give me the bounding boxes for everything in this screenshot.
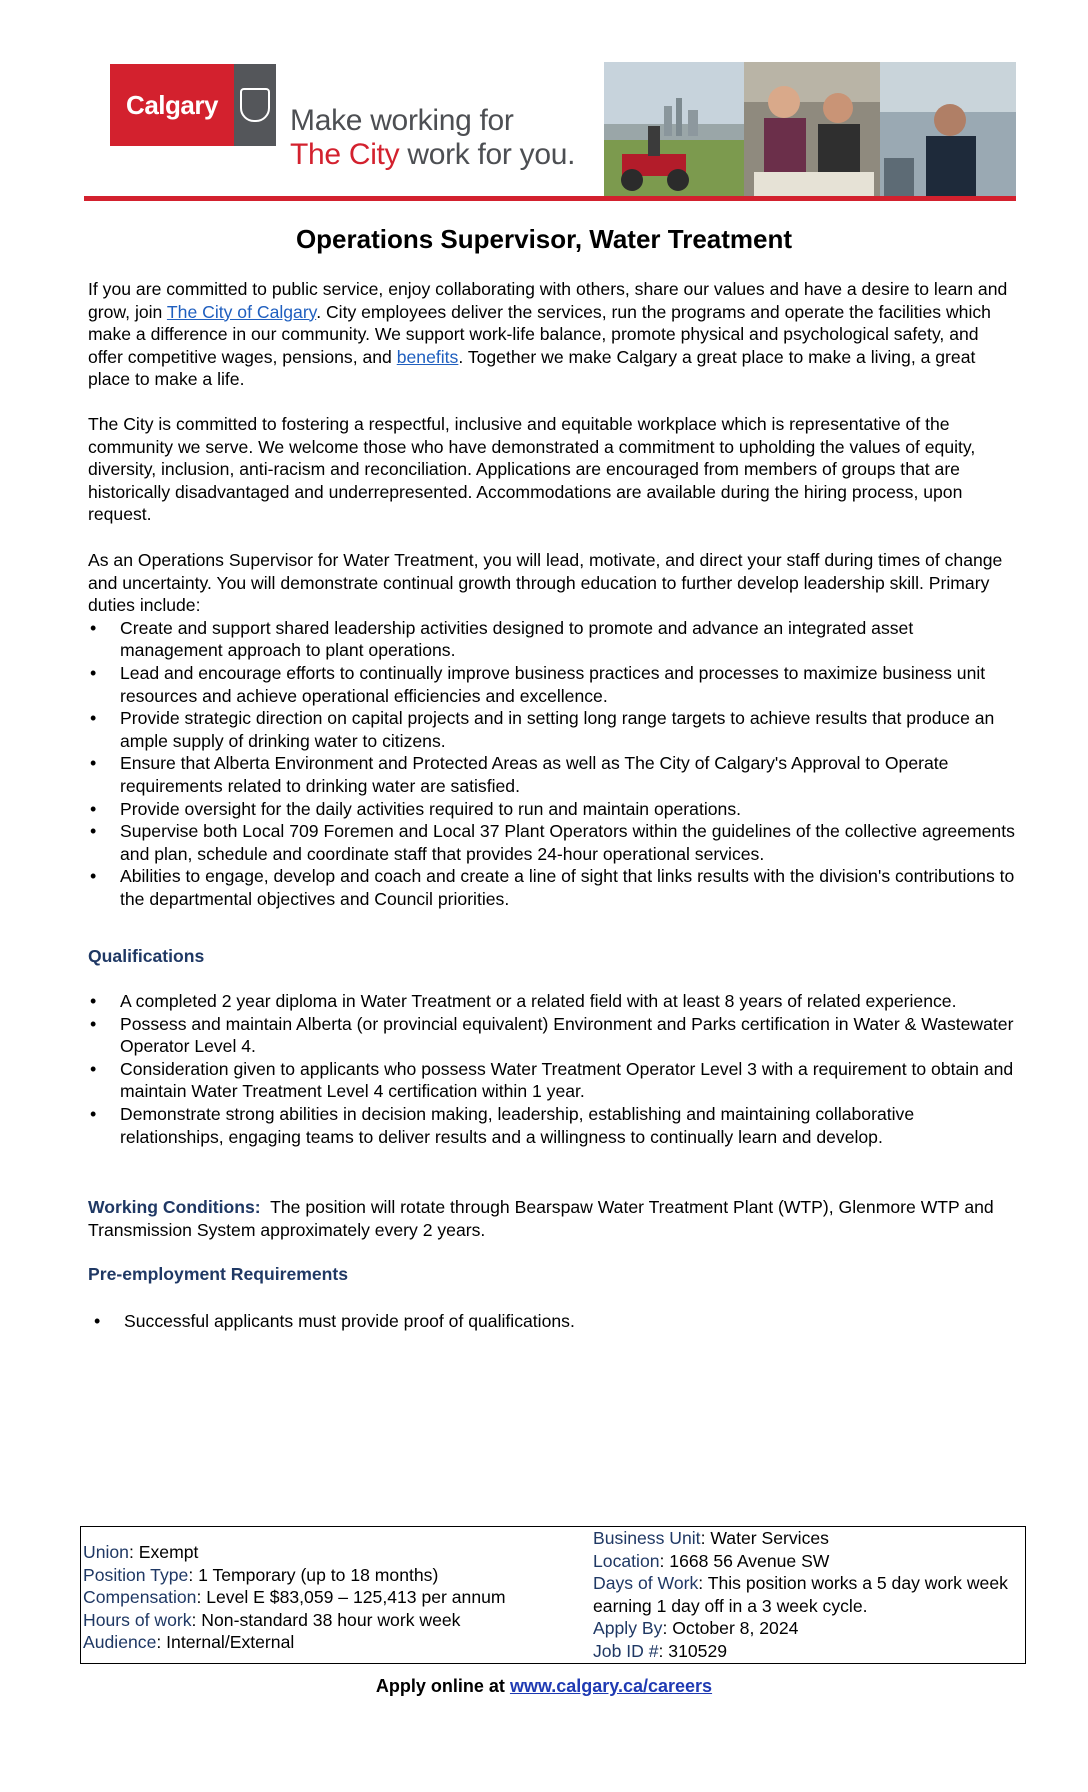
apply-by-row [593, 1617, 1013, 1640]
pre-employment-section [92, 1310, 1022, 1333]
qualifications-section [88, 990, 1018, 1148]
list-item: • Provide strategic direction on capital projects and in setting long range targets to achieve results that produce an ample supply of drinking water to citizens. [88, 707, 1018, 752]
hours-value: : Non-standard 38 hour work week [191, 1609, 461, 1630]
careers-link[interactable]: www.calgary.ca/careers [509, 1676, 713, 1696]
days-of-work-value: : This position works a 5 day work week earning 1 day off in a 3 week cycle. [593, 1573, 1008, 1616]
city-crest-icon [234, 64, 276, 146]
list-item: • Demonstrate strong abilities in decision making, leadership, establishing and maintaining collaborative relationships, engaging teams to deliver results and a willingness to continually learn and develop. [88, 1103, 1018, 1148]
list-item: • Supervise both Local 709 Foremen and Local 37 Plant Operators within the guidelines of the collective agreements and plan, schedule and coordinate staff that provides 24-hour operational services. [88, 820, 1018, 865]
role-intro-text: As an Operations Supervisor for Water Treatment, you will lead, motivate, and direct your staff during times of change and uncertainty. You will demonstrate continual growth through education to further develop leadership skill. Primary duties include: [88, 550, 1003, 616]
job-id-value: : 310529 [658, 1640, 728, 1661]
union-label: Union [83, 1542, 129, 1562]
audience-value: : Internal/External [156, 1632, 295, 1653]
pre-employment-heading: Pre-employment Requirements [88, 1264, 349, 1284]
inclusion-paragraph [88, 413, 1018, 526]
working-conditions-heading: Working Conditions: [88, 1197, 261, 1217]
tagline-rest: work for you. [399, 138, 576, 171]
list-item: • Successful applicants must provide proof of qualifications. [92, 1310, 1022, 1333]
list-item: • Provide oversight for the daily activities required to run and maintain operations. [88, 798, 1018, 821]
list-item: • Possess and maintain Alberta (or provincial equivalent) Environment and Parks certification in Water & Wastewater Operator Level 4. [88, 1013, 1018, 1058]
working-conditions-section [88, 1196, 1018, 1241]
position-type-value: : 1 Temporary (up to 18 months) [188, 1564, 439, 1585]
logo-text: Calgary [126, 89, 218, 120]
calgary-logo [110, 64, 234, 146]
days-of-work-row [593, 1572, 1013, 1617]
intro-text-3: . Together we make Calgary a great place to make a living, a great place to make a life. [88, 346, 976, 390]
inclusion-text: The City is committed to fostering a respectful, inclusive and equitable workplace which is representative of the community we serve. We welcome those who have demonstrated a commitment to upholding the values of equity, diversity, inclusion, anti-racism and reconciliation. Applications are encouraged from members of groups that are historically disadvantaged and underrepresented. Accommodations are available during the hiring process, upon request. [88, 414, 976, 525]
days-of-work-label: Days of Work [593, 1573, 699, 1594]
business-unit-row [593, 1527, 1013, 1550]
list-item: • Ensure that Alberta Environment and Protected Areas as well as The City of Calgary's Approval to Operate requirements related to drinking water are satisfied. [88, 752, 1018, 797]
header-banner [84, 62, 1016, 202]
banner-photo-collage [604, 62, 1016, 196]
apply-by-label: Apply By [593, 1618, 663, 1639]
intro-text-2: . City employees deliver the services, run the programs and operate the facilities which make a difference in our community. We support work-life balance, promote physical and psychological safety, and offer competitive wages, pensions, and [88, 301, 991, 367]
position-type-row [83, 1564, 506, 1587]
list-item: • Abilities to engage, develop and coach and create a line of sight that links results with the division's contributions to the departmental objectives and Council priorities. [88, 865, 1018, 910]
duties-list [88, 617, 1018, 911]
tagline-red: The City [290, 138, 400, 171]
compensation-value: : Level E $83,059 – 125,413 per annum [196, 1587, 506, 1608]
intro-text-1: If you are committed to public service, enjoy collaborating with others, share our values and have a desire to learn and grow, join [88, 279, 1008, 322]
union-value: : Exempt [128, 1542, 199, 1562]
duties-section [88, 549, 1018, 911]
apply-online-line [0, 1676, 1088, 1697]
hours-label: Hours of work [83, 1609, 192, 1630]
business-unit-value: : Water Services [700, 1528, 829, 1548]
list-item: • Consideration given to applicants who possess Water Treatment Operator Level 3 with a requirement to obtain and maintain Water Treatment Level 4 certification within 1 year. [88, 1058, 1018, 1103]
compensation-label: Compensation [83, 1587, 197, 1608]
job-title: Operations Supervisor, Water Treatment [295, 224, 793, 254]
banner-rule [84, 196, 1016, 201]
location-value: : 1668 56 Avenue SW [659, 1550, 830, 1571]
tagline-line1: Make working for [290, 104, 514, 137]
info-right-column [593, 1527, 1013, 1663]
tagline-line2 [290, 138, 575, 172]
info-left-column [83, 1541, 506, 1654]
benefits-link[interactable]: benefits [396, 346, 459, 367]
hours-row [83, 1609, 506, 1632]
list-item: • Create and support shared leadership activities designed to promote and advance an integrated asset management approach to plant operations. [88, 617, 1018, 662]
business-unit-label: Business Unit [593, 1528, 701, 1548]
apply-by-value: : October 8, 2024 [662, 1618, 799, 1639]
city-of-calgary-link[interactable]: The City of Calgary [166, 301, 317, 322]
job-id-label: Job ID # [593, 1640, 659, 1661]
audience-label: Audience [83, 1632, 157, 1653]
job-id-row [593, 1640, 1013, 1663]
location-row [593, 1550, 1013, 1573]
union-row [83, 1541, 506, 1564]
intro-paragraph [88, 278, 1018, 391]
qualifications-list [88, 990, 1018, 1148]
compensation-row [83, 1586, 506, 1609]
list-item: • Lead and encourage efforts to continually improve business practices and processes to maximize business unit resources and achieve operational efficiencies and excellence. [88, 662, 1018, 707]
qualifications-heading: Qualifications [88, 946, 205, 966]
list-item: • A completed 2 year diploma in Water Treatment or a related field with at least 8 years of related experience. [88, 990, 1018, 1013]
working-conditions-text: The position will rotate through Bearspaw Water Treatment Plant (WTP), Glenmore WTP and Transmission System approximately every 2 years. [88, 1197, 999, 1240]
location-label: Location [593, 1550, 660, 1571]
job-info-table [80, 1526, 1026, 1664]
apply-text: Apply online at [375, 1676, 510, 1696]
pre-employment-list [92, 1310, 1022, 1333]
audience-row [83, 1631, 506, 1654]
position-type-label: Position Type [83, 1564, 189, 1585]
